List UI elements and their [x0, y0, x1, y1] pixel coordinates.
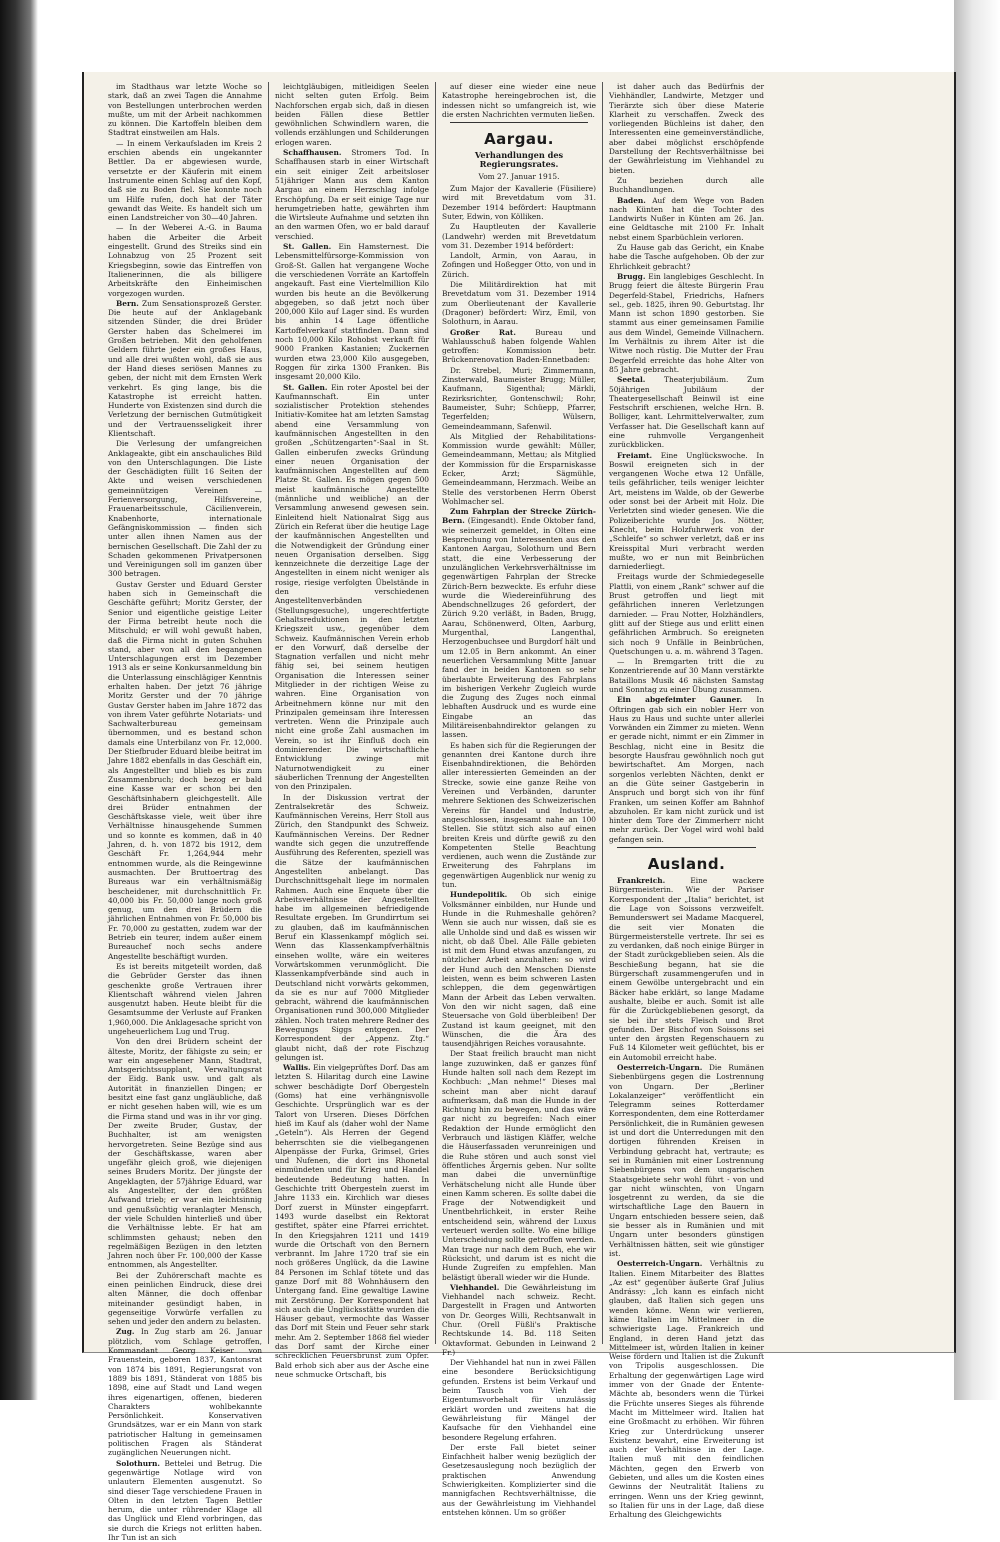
section-divider [617, 847, 756, 848]
article-dateline-keyword: Viehhandel. [450, 1282, 500, 1292]
article-dateline-keyword: Wallis. [283, 1063, 311, 1073]
article-paragraph [442, 251, 596, 279]
article-paragraph [275, 242, 429, 381]
article-paragraph [108, 439, 262, 578]
article-paragraph [442, 1443, 596, 1517]
article-paragraph [442, 280, 596, 326]
column-3 [436, 82, 603, 1517]
article-dateline-keyword: St. Gallen. [283, 242, 332, 252]
article-text: Die Rumänen Siebenbürgens gegen die Lostrennung von Ungarn. Der „Berliner Lokalanzeiger“ veröffentlicht ein Telegramm seines Rotterdamer Korrespondenten, dem eine Rotterdamer Persönlichkeit, die in Rumänien gewesen ist und dort die Unterredungen mit den dortigen führenden Kreisen in Verbindung gebracht hat, vertraute; es sei in Rumänien mit einer Lostrennung Siebenbürgens von dem ungarischen Staatsgebiete sehr wohl führt - von und gar nicht wünschten, von Ungarn losgetrennt zu werden, da sie die wirtschaftliche Lage den Bauern in Ungarn entschieden bessere seien, daß sie besser als in Rumänien und mit Ungarn unter besonders günstigen Verhältnissen hätten, seit wie günstiger ist. [609, 1062, 764, 1258]
article-text: Zu beziehen durch alle Buchhandlungen. [609, 175, 764, 195]
article-text: Bureau und Wahlausschuß haben folgende Wahlen getroffen: Kommission betr. Brückenrenovation Baden-Ennetbaden: [442, 327, 596, 365]
scanner-shadow-left [0, 0, 38, 1400]
column-4 [603, 82, 770, 1520]
article-dateline-keyword: Baden. [617, 195, 646, 205]
article-text: Bei der Zuhörerschaft machte es einen peinlichen Eindruck, diese drei alten Männer, die doch offenbar miteinander gesündigt haben, in gegenseitige Vorwürfe verfallen zu sehen und jeder den andern zu belasten. [108, 1270, 262, 1327]
article-paragraph [609, 196, 764, 242]
article-paragraph [442, 222, 596, 250]
article-dateline-keyword: Oesterreich-Ungarn. [617, 1259, 703, 1269]
article-paragraph [609, 695, 764, 844]
article-text: Es haben sich für die Regierungen der genannten drei Kantone durch ihre Eisenbahndirektionen, die Behörden aller interessierten Gemeinden an der Strecke, sowie eine ganze Reihe von Vereinen und Verbänden, darunter mehrere Sektionen des Schweizerischen Vereins für Handel und Industrie, angeschlossen, insgesamt nahe an 100 Stellen. Sie stützt sich also auf einen breiten Kreis und dürfte gewiß zu den Kompetenten Stelle Beachtung verdienen, auch wenn die Zustände zur Erweiterung des Fahrplans im gegenwärtigen Augenblick nur wenig zu tun. [442, 740, 596, 890]
article-dateline-keyword: Frankreich. [617, 876, 666, 886]
column-2 [269, 82, 436, 1379]
article-paragraph [609, 1259, 764, 1519]
article-text: auf dieser eine wieder eine neue Katastrophe hereingebrochen ist, die indessen nicht so umfangreich ist, wie die ersten Nachrichten vermuten ließen. [442, 82, 596, 119]
article-paragraph [442, 366, 596, 431]
scanner-edge-right [954, 0, 1000, 1400]
article-paragraph [442, 1358, 596, 1442]
article-text: Gustav Gerster und Eduard Gerster haben sich in Gemeinschaft die Geschäfte geführt; Moritz Gerster, der Senior und eigentliche geistige Leiter der Firma betreibt heute noch die Mitschuld; er will wohl gewußt haben, daß die Firma nicht in guten Schuhen stand, aber von all den begangenen Unterschlagungen erst im Dezember 1913 als er seine Konkursanmeldung bin die Unterlassung einschlägiger Kenntnis erhalten haben. Der jetzt 76 jährige Moritz Gerster und der 70 jährige Gustav Gerster haben im Jahre 1872 das von ihrem Vater geführte Notariats- und Sachwalterbureau gemeinsam übernommen, und es bestand schon damals eine Unterbilanz von Fr. 12,000. Der Stiefbruder Eduard bleibe beitrat im Jahre 1882 ebenfalls in das Geschäft ein, als Angestellter und blieb es bis zum Zusammenbruch; doch bezog er bald eine Kasse war er schon bei den Geschäftsinhabern gleichgestellt. Alle drei Brüder entnahmen der Geschäftskasse viele, weit über ihre Verhältnisse hinausgehende Summen und so konnte es kommen, daß in 40 Jahren, d. h. von 1872 bis 1912, dem Geschäft Fr. 1,264,944 mehr entnommen wurde, als die Reingewinne ausmachten. Der Bruttoertrag des Bureaus war ein verhältnismäßig bescheidener, mit durchschnittlich Fr. 40,000 bis Fr. 50,000 lange noch groß genug, um den drei Brüdern die jährlichen Entnahmen von Fr. 50,000 bis Fr. 70,000 zu gestatten, zudem war der Betrieb ein teurer, indem außer einem Bureauchef noch sechs andere Angestellte beschäftigt wurden. [108, 579, 262, 961]
article-paragraph [609, 243, 764, 271]
article-text: In der Diskussion vertrat der Zentralsekretär des Schweiz. Kaufmännischen Vereins, Herr Stoll aus Zürich, den Standpunkt des Schweiz. Kaufmännischen Vereins. Der Redner wandte sich gegen die unzutreffende Ausführung des Referenten, speziell was die Sätze der kaufmännischen Angestellten anbelangt. Das Durchschnittsgehalt liege im normalen Rahmen. Auch eine Enquete über die Arbeitsverhältnisse der Angestellten habe im allgemeinen befriedigende Resultate ergeben. Im Grundirrtum sei zu glauben, daß im kaufmännischen Beruf ein Klassenkampf möglich sei. Wenn das Klassenkampfverhältnis einsehen wollte, wäre ein weiteres Vorwärtskommen verunmöglicht. Die Klassenkampfverbände sind auch in Deutschland nicht vorwärts gekommen, da sie es nur auf 7000 Mitglieder gebracht, während die kaufmännischen Organisationen rund 300,000 Mitglieder zählen. Noch traten mehrere Redner des Bewegungs Siggs entgegen. Der Korrespondent der „Appenz. Ztg.“ glaubt nicht, daß der rote Fischzug gelungen ist. [275, 792, 429, 1062]
article-text: Als Mitglied der Rehabilitations-Kommission wurde gewählt: Müller, Gemeindeammann, Mettau; als Mitglied der Kommission für die Ersparniskasse Ecker, Arzt; Sägmühle, Gemeindeammann, Herzmach. Weibe an Stelle des verstorbenen Herrn Oberst Wohlmacher sel. [442, 431, 596, 506]
article-text: Der erste Fall bietet seiner Einfachheit halber wenig bezüglich der Gesetzesauslegung noch bezüglich der praktischen Anwendung Schwierigkeiten. Komplizierter sind die mannigfachen Rechtsverhältnisse, die aus der Gewährleistung im Viehhandel entstehen können. Um so größer [442, 1442, 596, 1517]
article-paragraph [108, 299, 262, 438]
section-divider [450, 122, 588, 123]
article-paragraph [442, 328, 596, 365]
article-paragraph [609, 272, 764, 374]
article-paragraph [275, 82, 429, 147]
article-paragraph [108, 1271, 262, 1327]
article-paragraph [442, 507, 596, 739]
article-dateline-keyword: Seetal. [617, 375, 646, 385]
article-dateline-keyword: St. Gallen. [283, 382, 328, 392]
article-dateline-keyword: Hundepolitik. [450, 890, 508, 900]
article-paragraph [609, 572, 764, 656]
article-paragraph [108, 82, 262, 138]
article-paragraph [108, 139, 262, 223]
article-dateline-keyword: Großer Rat. [450, 327, 516, 337]
article-paragraph [108, 1327, 262, 1457]
article-paragraph [275, 1063, 429, 1379]
article-text: Der Staat freilich braucht man nicht lange zuzuwinken, daß er ganzes fünf Hunde halten soll nach dem Rezept im Kochbuch: „Man nehme!“ Dieses mal scheint man aber nicht darauf aufmerksam, daß man die Hunde in der Richtung hin zu bewegen, und das wäre gar nicht zu begreifen: Nach einer Redaktion der Hunde ermöglicht den Verbrauch und lästigen Kläffer, welche die Häuserfassaden verunreinigen und die Ruhe stören und auch sonst viel öffentliches Ärgernis geben. Nur sollte man dabei die unvernünftige Verhätschelung nicht alle Hunde über einen Kamm scheren. Es sollte dabei die Frage der Notwendigkeit und Unentbehrlichkeit, in erster Reihe entscheidend sein, während der Luxus verteuert werden sollte. Wo eine billige Unterscheidung sollte getroffen werden. Man trage nur nach dem Buch, ehe wir Rücksicht, und darum ist es nicht die Hunde Zugreifen zu empfehlen. Man belästigt überall wieder wir die Hunde. [442, 1049, 596, 1282]
article-text: Es ist bereits mitgeteilt worden, daß die Gebrüder Gerster das ihnen geschenkte große Vertrauen ihrer Klientschaft während vielen Jahren ausgenutzt haben. Heute bleibt für die Gesamtsumme der Verluste auf Franken 1,960,000. Die Anklagesache spricht von ungeheuerlichem Lug und Trug. [108, 961, 262, 1036]
article-text: Zu Hauptleuten der Kavallerie (Landwehr) werden mit Brevetdatum vom 31. Dezember 1914 befördert: [442, 222, 596, 250]
article-paragraph [609, 657, 764, 694]
article-paragraph [609, 451, 764, 572]
article-text: Zu Hause gab das Gericht, ein Knabe habe die Tasche aufgehoben. Ob der zur Ehrlichkeit gebracht? [609, 243, 764, 271]
article-text: Die Gewährleistung im Viehhandel nach schweiz. Recht. Dargestellt in Fragen und Antworten von Dr. Georges Willi, Rechtsanwalt in Chur. (Orell Füßli's Praktische Rechtskunde 14. Bd. 118 Seiten Oktavformat. Gebunden in Leinwand 2 Fr.) [442, 1282, 596, 1357]
article-paragraph [609, 176, 764, 195]
section-heading: Ausland. [647, 855, 726, 874]
article-paragraph [275, 793, 429, 1063]
article-paragraph [442, 82, 596, 119]
article-text: Ein Hamsternest. Die Lebensmittelfürsorge-Kommission von Groß-St. Gallen hat vergangene Woche die verschiedenen Vorräte an Kartoffeln angekauft. Fast eine Viertelmillion Kilo wurden bis heute an die Bevölkerung abgegeben, so daß jetzt noch über 200,000 Kilo auf Lager sind. Es wurden bis anhin 14 Lage öffentliche Kartoffelverkauf stattfinden. Dann sind noch 10,000 Kilo Rohobst verkauft für 9000 Franken Kastanien; Zuckernen wurden etwa 23,000 Kilo ausgegeben, Roggen für zirka 1300 Franken. Bis insgesamt 20,000 Kilo. [275, 242, 429, 382]
article-paragraph [275, 148, 429, 241]
column-container [102, 82, 938, 1542]
article-paragraph [442, 1049, 596, 1281]
sub-heading: Verhandlungen des Regierungsrates. [474, 150, 564, 170]
article-text: Auf dem Wege von Baden nach Künten hat die Tochter des Landwirts Nußer in Künten am 26. Jan. eine Geldtasche mit 2100 Fr. Inhalt nebst einem Sparbüchlein verloren. [609, 195, 764, 242]
article-paragraph [442, 741, 596, 890]
article-dateline-keyword: Bern. [116, 298, 139, 308]
dateline: Vom 27. Januar 1915. [478, 171, 560, 181]
article-dateline-keyword: Solothurn. [116, 1458, 161, 1468]
article-text: Freitags wurde der Schmiedegeselle Plattli, von einem „Rank“ schwer auf die Brust getroffen und liegt mit gefährlichen inneren Verletzungen darnieder. — Frau Notter, Holzhändlers, glitt auf der Stiege aus und erlitt einen gefährlichen Armbruch. So ereigneten sich noch 9 Unfälle in Beinbrüchen, Quetschungen u. a. m. während 3 Tagen. [609, 572, 764, 656]
column-1 [102, 82, 269, 1542]
article-dateline-keyword: Ein abgefeimter Gauner. [617, 695, 743, 705]
article-paragraph [442, 890, 596, 1048]
article-dateline-keyword: Oesterreich-Ungarn. [617, 1062, 703, 1072]
article-text: Stromers Tod. In Schaffhausen starb in einer Wirtschaft ein seit einiger Zeit arbeitsloser 51jähriger Mann aus dem Kanton Aargau an einem Herzschlag infolge Erschöpfung. Da er seit einige Tage nur herumgetrieben hatte, gewährten ihm die Wirtsleute Aufnahme und setzten ihn an den warmen Ofen, wo er bald darauf verschied. [275, 148, 429, 241]
article-paragraph [108, 1037, 262, 1269]
article-dateline-keyword: Zug. [116, 1327, 135, 1337]
article-dateline-keyword: Zum Fahrplan der Strecke Zürich-Bern. [442, 507, 596, 526]
article-text: Zum Major der Kavallerie (Füsiliere) wird mit Brevetdatum vom 31. Dezember 1914 befördert: Hauptmann Suter, Edwin, von Kölliken. [442, 184, 596, 221]
article-text: ist daher auch das Bedürfnis der Viehhändler, Landwirte, Metzger und Tierärzte sich über diese Materie Klarheit zu verschaffen. Zweck des vorliegenden Büchleins ist daher, den Interessenten eine gemeinverständliche, aber dabei möglichst erschöpfende Darstellung der Rechtsverhältnisse bei der Gewährleistung im Viehhandel zu bieten. [609, 82, 764, 175]
article-text: Theaterjubiläum. Zum 50jährigen Jubiläum der Theatergesellschaft Beinwil ist eine Festschrift erschienen, welche Hrn. B. Bolliger, kant. Lehrmittelverwalter, zum Verfasser hat. Die Gesellschaft kann auf eine ruhmvolle Vergangenheit zurückblicken. [609, 375, 764, 450]
article-paragraph [108, 223, 262, 297]
article-paragraph [609, 1063, 764, 1258]
article-text: Ein langlebiges Geschlecht. In Brugg feiert die älteste Bürgerin Frau Degerfeld-Stabel, Friedrichs, Hafners sel., geb. 1825, ihren 90. Geburtstag. Ihr Mann ist schon 1890 gestorben. Sie stammt aus einer gemeinsamen Familie aus dem Windel, Gemeinde Villnachern. Im Verhältnis zu ihrem Alter ist die Witwe noch rüstig. Die Mutter der Frau Degerfeld erreichte das hohe Alter von 85 Jahre gebracht. [609, 271, 764, 374]
article-paragraph [108, 1459, 262, 1542]
article-paragraph [442, 184, 596, 221]
article-text: In Oftringen gab sich ein nobler Herr von Haus zu Haus und suchte unter allerlei Vorwänden ein Zimmer zu mieten. Wenn er gerade nicht, nimmt er ein Zimmer in Beschlag, nicht eine in Besitz die besorgte Hausfrau gewöhnlich noch gut bewirtschaftet. Am Morgen, nach sorgenlos verlebten Nächten, denkt er an die Güte seiner Gastgeberin in Anspruch und borgt sich von ihr fünf Franken, um seinen Koffer am Bahnhof abzuholen. Er kam nicht zurück und ist hinter dem Tore der Zimmerherr nicht mehr zurück. Der Vogel wird wohl bald gefangen sein. [609, 695, 764, 844]
article-paragraph [442, 1283, 596, 1357]
article-text: Ein vielgeprüftes Dorf. Das am letzten S. Hilaritag durch eine Lawine schwer beschädigte Dorf Obergesteln (Goms) hat eine verhängnisvolle Geschichte. Ursprünglich war es der Talort von Urseren. Dieses Dörfchen hieß im Kauf als (daher wohl der Name „Geteln“). Als Herren der Gegend beherrschten sie die vielbegangenen Alpenpässe der Furka, Grimsel, Gries und Nufenen, die dort ins Rhonetal einmündeten und für Krieg und Handel bedeutende Bedeutung hatten. In Geschichte tritt Obergesteln zuerst im Jahre 1133 ein. Kirchlich war dieses Dorf zuerst in Münster eingepfarrt. 1493 wurde daselbst ein Rektorat gestiftet, später eine Pfarrei errichtet. In den Kriegsjahren 1211 und 1419 wurde die Ortschaft von den Bernern verbrannt. Im Jahre 1720 traf sie ein noch größeres Unglück, da die Lawine 84 Personen im Schlaf tötete und das ganze Dorf mit 88 Wohnhäusern den Untergang fand. Eine gewaltige Lawine mit Zerstörung. Der Korrespondent hat sich auch die Unglücksstätte wurden die Häuser gebaut, vermochte das Wasser das Dorf mit Stein und Feuer sehr stark mehr. Am 2. September 1868 fiel wieder das Dorf samt der Kirche einer schrecklichen Feuersbrunst zum Opfer. Bald erhob sich aber aus der Asche eine neue schmucke Ortschaft, bis [275, 1063, 429, 1379]
article-paragraph [442, 432, 596, 506]
article-text: Ein roter Apostel bei der Kaufmannschaft. Ein unter sozialistischer Protektion stehendes Initiativ-Komitee hat am letzten Samstag abend eine Versammlung von kaufmännischen Angestellten in den großen „Schützengarten“-Saal in St. Gallen einberufen zwecks Gründung einer neuen Organisation der kaufmännischen Angestellten auf dem Platze St. Gallen. Es mögen gegen 500 meist kaufmännische Angestellte (männliche und weibliche) an der Versammlung anwesend gewesen sein. Einleitend hielt Nationalrat Sigg aus Zürich ein Referat über die heutige Lage der kaufmännischen Angestellten und die Notwendigkeit der Gründung einer neuen Organisation derselben. Sigg kennzeichnete die derzeitige Lage der Angestellten in einem nicht weniger als rosige, riesige verfolgten Übelstände in den verschiedenen Angestelltenverbänden (Stellungsgesuche), ungerechtfertigte Gehaltsreduktionen in den letzten Kriegszeit usw., gegenüber dem Schweiz. Kaufmännischen Verein erhob er den Vorwurf, daß derselbe der Stagnation verfallen und nicht mehr fähig sei, bei seinem heutigen Organisation die Interessen seiner Mitglieder in der richtigen Weise zu wahren. Eine Organisation von Arbeitnehmern könne nur mit den Prinzipalen gemeinsam ihre Interessen vertreten. Wenn die Prinzipale auch nicht eine große Zahl ausmachen im Verein, so ist ihr Einfluß doch ein dominierender. Die wirtschaftliche Entwicklung zwinge mit Naturnotwendigkeit zu einer säuberlichen Trennung der Angestellten von den Prinzipalen. [275, 382, 430, 792]
article-paragraph [275, 383, 429, 792]
article-paragraph [108, 580, 262, 961]
article-text: Von den drei Brüdern scheint der älteste, Moritz, der fähigste zu sein; er war ein angesehener Mann, Stadtrat, Amtsgerichtssupplant, Verwaltungsrat der Eidg. Bank usw. und galt als Autorität in finanziellen Dingen; er besitzt eine fast ganz ungläubliche, daß er nicht gesehen haben will, wie es um die Firma stand und was in ihr vor ging. Der zweite Bruder, Gustav, der Buchhalter, ist am wenigsten hervorgetreten. Seine Bezüge sind aus der Geschäftskasse, waren aber ungefähr gleich groß, wie diejenigen seines Bruders Moritz. Der jüngste der Angeklagten, der 57jährige Eduard, war als Angestellter, der den größten Aufwand trieb; er war ein leichtsinnig und genußsüchtig veranlagter Mensch, der viele Schulden hinterließ und über die Verhältnisse lebte. Er hat am schlimmsten gehaust; neben den regelmäßigen Bezügen in den letzten Jahren noch über Fr. 100,000 der Kasse entnommen, als Angestellter. [108, 1037, 262, 1270]
article-paragraph [609, 876, 764, 1062]
article-text: Die Verlesung der umfangreichen Anklageakte, gibt ein anschauliches Bild von den Unterschlagungen. Die Liste der Geschädigten füllt 16 Seiten der Akte und weisen verschiedenen gemeinnützigen Vereinen — Ferienversorgung, Hilfsvereine, Frauenarbeitsschule, Cäcilienverein, Knabenhorte, internationale Gefängniskommission — finden sich unter allen ihnen Namen aus der bernischen Gesellschaft. Die Zahl der zu Schaden gekommenen Privatpersonen und Vereinigungen soll im ganzen über 300 betragen. [108, 439, 262, 579]
article-text: In Zug starb am 26. Januar plötzlich, vom Schlage getroffen, Kommandant Georg Keiser von Frauenstein, geboren 1837, Kantonsrat von 1874 bis 1891, Regierungsrat von 1889 bis 1891, Ständerat von 1885 bis 1898, eine auf Stadt und Land wegen ihres eigenartigen, offenen, biederen Charakters wohlbekannte Persönlichkeit. Konservativen Grundsätzes, war er ein Mann von stark patriotischer Haltung in gemeinsamen politischen Fragen als Ständerat zugänglichen Neuerungen nicht. [108, 1327, 262, 1458]
article-text: Dr. Strebel, Muri; Zimmermann, Zinsterwald, Baumeister Brugg; Müller, Kaufmann, Sigenthal; Märkli, Rezirksrichter, Gontenschwil; Rohr, Baumeister, Suhr; Schüepp, Pfarrer, Tegerfelden; Wülsern, Gemeindeammann, Safenwil. [442, 365, 596, 431]
newspaper-page [82, 72, 956, 1542]
article-dateline-keyword: Freiamt. [617, 450, 653, 460]
article-text: Ob sich einige Volksmänner einbilden, nur Hunde und Hunde in die Ruhmeshalle gehören? Wenn sie auch nur wissen, daß sie es alle Unholde sind und daß es wissen wir nicht, ob daß Übel. Alle Fälle gebieten ist mit dem Hund etwas anzufangen, zu nützlicher Arbeit anzuhalten: so wird der Hund auch den Menschen Dienste leisten, wenn es beim schweren Lasten schleppen, die dem gegenwärtigen Mann der Arbeit das Leben verwalten. Von den wir nicht sagen, daß eine Steuersache von Gold überbleiben! Der Zustand ist kaum geeignet, mit den Wünschen, die die Ära des tausendjährigen Reiches vorausahnte. [442, 890, 596, 1049]
article-text: Bettelei und Betrug. Die gegenwärtige Notlage wird von unlautern Elementen ausgenutzt. So sind dieser Tage verschiedene Frauen in Olten in den letzten Tagen Bettler herum, die unter rührender Klage all das Unglück und Elend vorbringen, das sie durch die Kriegs not erlitten haben. Ihr Tun ist an sich [108, 1458, 262, 1542]
article-text: im Stadthaus war letzte Woche so stark, daß an zwei Tagen die Annahme von Bestellungen unterbrochen werden mußte, um mit der Arbeit nachkommen zu können. Die Kartoffeln bleiben dem Stadtrat einstweilen am Hals. [108, 82, 262, 138]
article-dateline-keyword: Schaffhausen. [283, 148, 342, 158]
article-text: leichtgläubigen, mitleidigen Seelen nicht selten guten Erfolg. Beim Nachforschen ergab sich, daß in diesen beiden Fällen diese Bettler gewöhnlichen Schwindlern waren, die vollends erzählungen und Schilderungen erlogen waren. [275, 82, 429, 147]
article-dateline-keyword: Brugg. [617, 271, 646, 281]
article-paragraph [609, 375, 764, 449]
article-text: — In Bremgarten tritt die zu Konzentrierende auf 30 Mann verstärkte Bataillons Musik 46 nächsten Samstag und Sonntag zu einer Übung zusammen. [609, 657, 764, 694]
article-text: — In der Weberei A.-G. in Bauma haben die Arbeiter die Arbeit eingestellt. Grund des Streiks sind ein Lohnabzug von 25 Prozent seit Kriegsbeginn, sowie das Eintreffen von Italienerinnen, die als billigere Arbeitskräfte den Einheimischen vorgezogen wurden. [108, 223, 262, 298]
article-text: Zum Sensationsprozeß Gerster. Die heute auf der Anklagebank sitzenden Sünder, die drei Brüder Gerster haben das Schelmerei im Großen betrieben. Mit den geholfenen Geldern führte jeder ein großes Haus, und alle drei wußten wohl, daß sie aus der Hand dieses seriösen Mannes zu geben, der nicht mit dem Ernsten Werk verkehrt. Es ging lange, bis die Katastrophe ist erreicht hatten. Hunderte von Existenzen sind durch die Verletzung der bernischen Gutmütigkeit und der Vertrauensseligkeit ihrer Klientschaft. [108, 298, 262, 438]
article-paragraph [108, 962, 262, 1036]
article-text: (Eingesandt). Ende Oktober fand, wie seinerzeit gemeldet, in Olten eine Besprechung von Interessenten aus den Kantonen Aargau, Solothurn und Bern statt, die eine Verbesserung der unzulänglichen Verkehrsverhältnisse im gegenwärtigen Fahrplan der Strecke Zürich-Bern bezweckte. Es erfuhr diese wurde die Wiedereinführung des Abendschnellzuges 26 gefordert, der Zürich 9.20 verläßt, in Baden, Brugg, Aarau, Schönenwerd, Olten, Aarburg, Murgenthal, Langenthal, Herzogenbuchsee und Burgdorf hält und um 12.05 in Bern ankommt. An einer neuerlichen Versammlung Mitte Januar fand der in beiden Kantonen so sehr überlaubte Erweiterung des Fahrplans im bisherigen Verkehr Zugleich wurde die Zugung des Zuges noch einmal lebhaften Ausdruck und es wurde eine Eingabe an das Militäreisenbahndirektor gelangen zu lassen. [442, 516, 596, 740]
article-text: Verhältnis zu Italien. Einem Mitarbeiter des Blattes „Az est“ gegenüber äußerte Graf Julius Andrássy: „Ich kann es einfach nicht glauben, daß Italien sich gegen uns wenden könne. Wenn wir verlieren, käme Italien im Mittelmeer in die schwierigste Lage. Frankreich und England, in deren Hand jetzt das Mittelmeer ist, würden Italien in keiner Weise fördern und Italien ist die Zukunft von Tripolis ausgeschlossen. Die Erhaltung der gegenwärtigen Lage wird immer von der Gnade der Entente-Mächte ab, besonders wenn die Türkei die Früchte unseres Sieges als führende Macht im Mittelmeer wird. Italien hat eine Großmacht zu erhöhen. Wir führen Krieg zur Unterdrückung unserer Existenz bewahrt, eine Erweiterung ist auch der Verhältnisse in der Lage. Italien muß mit den feindlichen Mächten, gegen den Erwerb von Gebieten, und alles um die Kosten eines Gewinns der Neutralität Italiens zu erringen. Wenn uns der Krieg gewinnt, so Italien für uns in der Lage, daß diese Erhaltung des Gleichgewichts [609, 1259, 764, 1520]
article-text: Eine wackere Bürgermeisterin. Wie der Pariser Korrespondent der „Italia“ berichtet, ist die Lage von Soissons verzweifelt. Bemunderswert sei Madame Macquerel, die seit vier Monaten die Bürgermeisterstelle vertrete. Ihr sei es zu verdanken, daß noch einige Bürger in der Stadt zurückgeblieben seien. Als die Beschießung begann, hat sie die Bürgerschaft zusammengerufen und in einem Gewölbe untergebracht und ein Bäcker habe erklärt, so lange Madame aushalte, bleibe er auch. Somit ist alle für die Zurückgebliebenen gesorgt, da sie bei ihr stets Fleisch und Brot gefunden. Der Bischof von Soissons sei unter den ärgsten Regenschauern zu Fuß 14 Kilometer weit geflüchtet, bis er ein Automobil erreicht habe. [609, 876, 764, 1062]
article-paragraph [609, 82, 764, 175]
article-text: Landolt, Armin, von Aarau, in Zofingen und Hoßegger Otto, von und in Zürich. [442, 251, 596, 279]
article-text: Der Viehhandel hat nun in zwei Fällen eine besondere Berücksichtigung gefunden. Erstens ist beim Verkauf und beim Tausch von Vieh der Eigentumsvorbehalt für unzulässig erklärt worden und zweitens hat die Gewährleistung für Mängel der Kaufsache für den Viehhandel eine besondere Regelung erfahren. [442, 1358, 596, 1442]
article-text: Eine Unglückswoche. In Boswil ereigneten sich in der vergangenen Woche etwa 12 Unfälle, teils gefährlicher, teils weniger leichter Art, meistens im Walde, ob der Gewerbe oder sonst bei der Arbeit mit Holz. Die Verletzten sind wieder genesen. Wie die Polizeiberichte wurde Jos. Nötter, Knecht, beim Holzfuhrwerk von der „Schleife“ so schwer verletzt, daß er ins Kreisspital Muri verbracht werden mußte, wo er nun mit Beinbrüchen darniederliegt. [609, 450, 765, 572]
article-text: Die Militärdirektion hat mit Brevetdatum vom 31. Dezember 1914 zum Oberlieutenant der Kavallerie (Dragoner) befördert: Wirz, Emil, von Solothurn, in Aarau. [442, 280, 596, 327]
article-text: — In einem Verkaufsladen im Kreis 2 erschien abends ein ungekannter Bettler. Da er abgewiesen wurde, versetzte er der Käuferin mit einem Instrumente einen Schlag auf den Kopf, daß sie zu Boden fiel. Sie konnte noch um Hilfe rufen, doch hat der Täter gewandt das Weite. Es handelt sich um einen Landstreicher von 30—40 Jahren. [108, 138, 262, 223]
section-heading: Aargau. [484, 130, 554, 149]
